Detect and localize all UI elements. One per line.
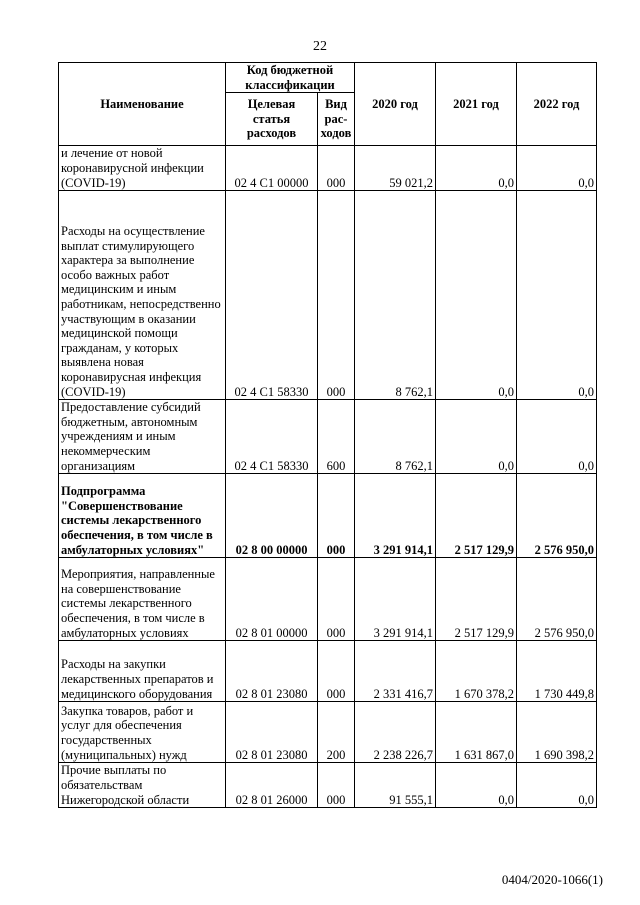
table-row xyxy=(59,474,597,558)
row-2021: 0,0 xyxy=(436,400,517,474)
row-2020: 8 762,1 xyxy=(355,191,436,400)
row-type: 000 xyxy=(318,558,355,641)
header-2021: 2021 год xyxy=(436,63,517,146)
row-name: Расходы на осуществление выплат стимулирующего характера за выполнение особо важных работ медицинским и иным работникам, непосредственно участвующим в оказании медицинской помощи гражданам, у которых выявлена новая коронавирусная инфекция (COVID-19) xyxy=(59,191,226,400)
row-type: 000 xyxy=(318,191,355,400)
row-2021: 0,0 xyxy=(436,763,517,808)
header-kbk: Код бюджетной классификации xyxy=(226,63,355,93)
table-row xyxy=(59,641,597,702)
row-type: 600 xyxy=(318,400,355,474)
row-2020: 8 762,1 xyxy=(355,400,436,474)
row-name: Мероприятия, направленные на совершенствование системы лекарственного обеспечения, в том числе в амбулаторных условиях xyxy=(59,558,226,641)
row-code: 02 8 01 00000 xyxy=(226,558,318,641)
row-2022: 0,0 xyxy=(517,400,597,474)
row-2021: 0,0 xyxy=(436,191,517,400)
table-row xyxy=(59,191,597,400)
row-code: 02 4 C1 58330 xyxy=(226,191,318,400)
header-target: Целевая статья расходов xyxy=(226,93,318,146)
row-type: 000 xyxy=(318,146,355,191)
header-type: Вид рас-ходов xyxy=(318,93,355,146)
table-row xyxy=(59,400,597,474)
row-code: 02 8 01 23080 xyxy=(226,702,318,763)
row-name: Прочие выплаты по обязательствам Нижегородской области xyxy=(59,763,226,808)
table-row xyxy=(59,763,597,808)
row-type: 000 xyxy=(318,763,355,808)
document-code: 0404/2020-1066(1) xyxy=(501,872,603,887)
row-type: 000 xyxy=(318,474,355,558)
row-2022: 0,0 xyxy=(517,146,597,191)
row-2020: 59 021,2 xyxy=(355,146,436,191)
row-2022: 1 690 398,2 xyxy=(517,702,597,763)
page-number: 22 xyxy=(313,39,327,54)
row-type: 200 xyxy=(318,702,355,763)
row-2022: 0,0 xyxy=(517,191,597,400)
row-2022: 0,0 xyxy=(517,763,597,808)
row-2021: 0,0 xyxy=(436,146,517,191)
row-2021: 2 517 129,9 xyxy=(436,558,517,641)
row-type: 000 xyxy=(318,641,355,702)
row-name: и лечение от новой коронавирусной инфекции (COVID-19) xyxy=(59,146,226,191)
table-row xyxy=(59,558,597,641)
row-2022: 2 576 950,0 xyxy=(517,474,597,558)
row-code: 02 8 01 26000 xyxy=(226,763,318,808)
table-row xyxy=(59,146,597,191)
budget-table xyxy=(58,62,597,808)
row-2021: 1 670 378,2 xyxy=(436,641,517,702)
table-row xyxy=(59,702,597,763)
header-name: Наименование xyxy=(59,63,226,146)
row-2020: 2 331 416,7 xyxy=(355,641,436,702)
row-code: 02 8 01 23080 xyxy=(226,641,318,702)
row-2022: 2 576 950,0 xyxy=(517,558,597,641)
row-name: Предоставление субсидий бюджетным, автономным учреждениям и иным некоммерческим организациям xyxy=(59,400,226,474)
row-code: 02 8 00 00000 xyxy=(226,474,318,558)
row-2020: 2 238 226,7 xyxy=(355,702,436,763)
row-2020: 91 555,1 xyxy=(355,763,436,808)
row-code: 02 4 C1 58330 xyxy=(226,400,318,474)
row-2021: 1 631 867,0 xyxy=(436,702,517,763)
header-2022: 2022 год xyxy=(517,63,597,146)
header-2020: 2020 год xyxy=(355,63,436,146)
row-2022: 1 730 449,8 xyxy=(517,641,597,702)
row-name: Расходы на закупки лекарственных препаратов и медицинского оборудования xyxy=(59,641,226,702)
row-2020: 3 291 914,1 xyxy=(355,474,436,558)
row-name: Закупка товаров, работ и услуг для обеспечения государственных (муниципальных) нужд xyxy=(59,702,226,763)
row-2020: 3 291 914,1 xyxy=(355,558,436,641)
row-2021: 2 517 129,9 xyxy=(436,474,517,558)
row-code: 02 4 C1 00000 xyxy=(226,146,318,191)
row-name: Подпрограмма "Совершенствование системы лекарственного обеспечения, в том числе в амбулаторных условиях" xyxy=(59,474,226,558)
